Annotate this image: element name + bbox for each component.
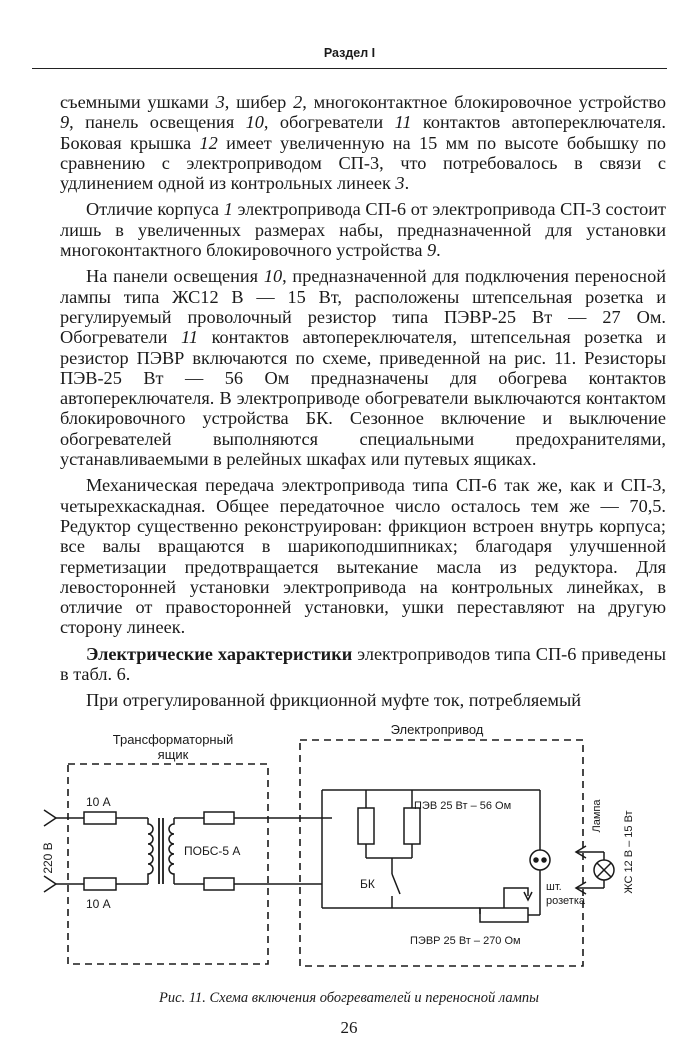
transformer-box-label-2: ящик — [157, 747, 189, 762]
circuit-diagram — [32, 718, 672, 976]
input-voltage-label: 220 В — [41, 842, 55, 874]
page-number: 26 — [340, 1018, 358, 1037]
figure-caption: Рис. 11. Схема включения обогревателей и переносной лампы — [159, 990, 539, 1006]
paragraph-6: При отрегулированной фрикционной муфте ток, потребляемый — [86, 690, 582, 711]
block-contact-icon — [392, 874, 400, 894]
paragraph-5: Электрические характеристики электроприводов типа СП-6 приведены в табл. 6. — [60, 643, 666, 685]
fuse-bottom-icon — [84, 878, 116, 890]
socket-label-2: розетка — [546, 895, 585, 907]
transformer-primary-icon — [148, 818, 153, 884]
rheostat-icon — [480, 908, 528, 922]
lamp-type-label: ЖС 12 В – 15 Вт — [623, 810, 635, 894]
lamp-label: Лампа — [591, 799, 603, 833]
drive-box — [300, 740, 583, 966]
heater-resistors-label: ПЭВ 25 Вт – 56 Ом — [414, 800, 512, 812]
transformer-box-label: Трансформаторный — [112, 732, 234, 747]
transformer-box — [68, 764, 268, 964]
secondary-fuse-bottom-icon — [204, 878, 234, 890]
transformer-secondary-icon — [169, 818, 174, 884]
fuse-top-label: 10 А — [86, 795, 111, 809]
transformer-label: ПОБС-5 А — [184, 844, 241, 858]
drive-box-label: Электропривод — [390, 722, 484, 737]
fuse-bottom-label: 10 А — [86, 897, 111, 911]
heater-resistor-1-icon — [358, 808, 374, 844]
fuse-top-icon — [84, 812, 116, 824]
paragraph-3: На панели освещения 10, предназначенной для подключения переносной лампы типа ЖС12 В — 15 Вт, расположены штепсельная розетка и регулируемый проволочный резистор типа ПЭВР-25 Вт — 27 Ом. Обогреватели 11 контактов автопереключателя, штепсельная розетка и резистор ПЭВР включаются по схеме, приведенной на рис. 11. Резисторы ПЭВ-25 Вт — 56 Ом предназначены для обогрева контактов автопереключателя. В электроприводе обогреватели выключаются контактом блокировочного устройства БК. Сезонное включение и выключение обогревателей выполняются специальными предохранителями, устанавливаемыми в релейных шкафах или путевых ящиках. — [60, 266, 667, 470]
paragraph-2: Отличие корпуса 1 электропривода СП-6 от электропривода СП-3 состоит лишь в увеличенных размерах набы, предназначенной для установки многоконтактного блокировочного устройства 9. — [60, 199, 666, 261]
running-header: Раздел I — [32, 46, 667, 69]
block-contact-label: БК — [360, 877, 375, 891]
input-arrow-bottom — [44, 876, 56, 892]
socket-icon — [530, 850, 550, 870]
heater-resistor-2-icon — [404, 808, 420, 844]
secondary-fuse-top-icon — [204, 812, 234, 824]
rheostat-label: ПЭВР 25 Вт – 270 Ом — [410, 935, 521, 947]
body-text — [60, 92, 666, 717]
paragraph-1: съемными ушками 3, шибер 2, многоконтактное блокировочное устройство 9, панель освещения 10, обогреватели 11 контактов автопереключателя. Боковая крышка 12 имеет увеличенную на 15 мм по высоте бобышку по сравнению с электроприводом СП-3, что потребовалось в связи с удлинением одной из контрольных линеек 3. — [60, 92, 667, 194]
paragraph-4: Механическая передача электропривода типа СП-6 так же, как и СП-3, четырехкаскадная. Общее передаточное число осталось тем же — 70,5. Редуктор существенно реконструирован: фрикцион встроен внутрь корпуса; все валы вращаются в шарикоподшипниках; благодаря улучшенной герметизации предотвращается вытекание масла из редуктора. Для левосторонней установки электропривода на контрольных линейках, в отличие от правосторонней установки, ушки переставляют на другую сторону линеек. — [60, 475, 666, 638]
socket-label: шт. — [546, 881, 562, 893]
input-arrow-top — [44, 810, 56, 826]
